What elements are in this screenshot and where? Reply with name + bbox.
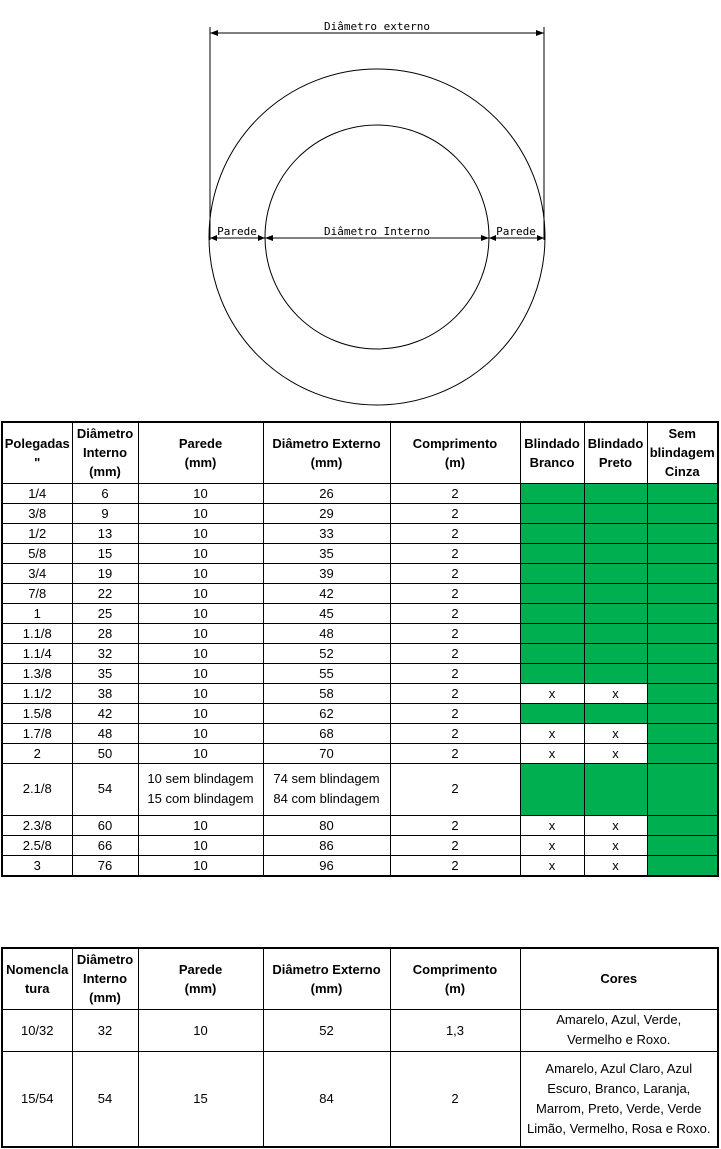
- availability-preto: x: [584, 723, 647, 743]
- cell-di: 50: [72, 743, 138, 763]
- cell-di: 19: [72, 563, 138, 583]
- cell-de: 86: [263, 835, 390, 855]
- cell-pol: 1/2: [2, 523, 72, 543]
- cell-pol: 1/4: [2, 483, 72, 503]
- cell-di: 13: [72, 523, 138, 543]
- wall-right-label: Parede: [496, 225, 536, 238]
- availability-branco: x: [520, 855, 584, 876]
- cell-parede: 10: [138, 483, 263, 503]
- cell-de: 80: [263, 815, 390, 835]
- availability-preto: [584, 663, 647, 683]
- header-cell: Polegadas ": [2, 422, 72, 483]
- cell-de: 26: [263, 483, 390, 503]
- cell-parede: 10: [138, 683, 263, 703]
- availability-cinza: [647, 663, 718, 683]
- availability-cinza: [647, 603, 718, 623]
- header-cell: Diâmetro Externo (mm): [263, 422, 390, 483]
- cell-di: 28: [72, 623, 138, 643]
- cell-comp: 2: [390, 603, 520, 623]
- cell-pol: 3/4: [2, 563, 72, 583]
- header-cell: Sem blindagem Cinza: [647, 422, 718, 483]
- cell-de: 52: [263, 643, 390, 663]
- table-row: [2, 523, 718, 543]
- cell-di: 60: [72, 815, 138, 835]
- table-row: [2, 703, 718, 723]
- arrow-wall-right-end-icon: [537, 235, 544, 241]
- cell-pol: 1.1/2: [2, 683, 72, 703]
- cell-di: 48: [72, 723, 138, 743]
- cell-di: 15: [72, 543, 138, 563]
- cell-de: 58: [263, 683, 390, 703]
- arrow-wall-right-start-icon: [489, 235, 496, 241]
- table-row: [2, 815, 718, 835]
- cell-parede: 10: [138, 723, 263, 743]
- cell-comp: 2: [390, 855, 520, 876]
- cell-comp: 2: [390, 743, 520, 763]
- availability-branco: [520, 503, 584, 523]
- availability-preto: x: [584, 835, 647, 855]
- availability-branco: [520, 763, 584, 815]
- cell-pol: 1.3/8: [2, 663, 72, 683]
- cell-pol: 1.1/4: [2, 643, 72, 663]
- header-cell: Comprimento (m): [390, 948, 520, 1009]
- availability-preto: x: [584, 683, 647, 703]
- table-header-row: [2, 422, 718, 483]
- cell-parede: 10: [138, 503, 263, 523]
- cell-de: 45: [263, 603, 390, 623]
- cell-di: 38: [72, 683, 138, 703]
- tube-cross-section-diagram: [0, 0, 721, 420]
- availability-preto: [584, 523, 647, 543]
- availability-preto: [584, 483, 647, 503]
- availability-cinza: [647, 643, 718, 663]
- cell-pol: 2.1/8: [2, 763, 72, 815]
- availability-preto: [584, 583, 647, 603]
- availability-preto: [584, 503, 647, 523]
- cell-comp: 2: [390, 543, 520, 563]
- table-row: [2, 583, 718, 603]
- availability-cinza: [647, 855, 718, 876]
- table-row: [2, 623, 718, 643]
- availability-branco: [520, 643, 584, 663]
- header-cell: Blindado Branco: [520, 422, 584, 483]
- cell-pol: 5/8: [2, 543, 72, 563]
- availability-cinza: [647, 815, 718, 835]
- availability-cinza: [647, 623, 718, 643]
- cell-de: 74 sem blindagem 84 com blindagem: [263, 763, 390, 815]
- header-cell: Diâmetro Interno (mm): [72, 948, 138, 1009]
- cell-comp: 2: [390, 583, 520, 603]
- table-row: [2, 763, 718, 815]
- availability-preto: [584, 543, 647, 563]
- cell-pol: 2.3/8: [2, 815, 72, 835]
- cell-de: 55: [263, 663, 390, 683]
- cell-de: 62: [263, 703, 390, 723]
- availability-branco: [520, 543, 584, 563]
- cell-comp: 2: [390, 683, 520, 703]
- cell-di: 25: [72, 603, 138, 623]
- table-row: [2, 683, 718, 703]
- cell-pol: 2: [2, 743, 72, 763]
- cell-de: 70: [263, 743, 390, 763]
- cell-de: 52: [263, 1009, 390, 1051]
- cell-parede: 10 sem blindagem 15 com blindagem: [138, 763, 263, 815]
- availability-preto: [584, 643, 647, 663]
- cell-pol: 1.1/8: [2, 623, 72, 643]
- cell-di: 22: [72, 583, 138, 603]
- cell-di: 54: [72, 763, 138, 815]
- inner-diameter-label: Diâmetro Interno: [324, 225, 430, 238]
- cell-de: 39: [263, 563, 390, 583]
- table-row: [2, 1009, 718, 1051]
- availability-branco: [520, 663, 584, 683]
- arrow-right-icon: [536, 30, 544, 36]
- cell-nom: 10/32: [2, 1009, 72, 1051]
- cell-comp: 2: [390, 563, 520, 583]
- table-row: [2, 1051, 718, 1147]
- cell-comp: 2: [390, 643, 520, 663]
- cell-comp: 2: [390, 523, 520, 543]
- cell-pol: 1.7/8: [2, 723, 72, 743]
- arrow-left-icon: [210, 30, 218, 36]
- cell-comp: 2: [390, 503, 520, 523]
- cell-cores: Amarelo, Azul, Verde, Vermelho e Roxo.: [520, 1009, 718, 1051]
- cell-parede: 10: [138, 855, 263, 876]
- availability-preto: x: [584, 855, 647, 876]
- header-cell: Nomencla tura: [2, 948, 72, 1009]
- cell-parede: 10: [138, 1009, 263, 1051]
- cell-parede: 10: [138, 523, 263, 543]
- wall-left-label: Parede: [217, 225, 257, 238]
- cell-comp: 2: [390, 835, 520, 855]
- cell-pol: 1: [2, 603, 72, 623]
- table-row: [2, 663, 718, 683]
- availability-cinza: [647, 563, 718, 583]
- cell-pol: 2.5/8: [2, 835, 72, 855]
- cell-de: 35: [263, 543, 390, 563]
- cell-cores: Amarelo, Azul Claro, Azul Escuro, Branco, Laranja, Marrom, Preto, Verde, Verde Limão, Vermelho, Rosa e Roxo.: [520, 1051, 718, 1147]
- table-row: [2, 855, 718, 876]
- availability-branco: [520, 523, 584, 543]
- cell-pol: 3: [2, 855, 72, 876]
- availability-cinza: [647, 835, 718, 855]
- cell-comp: 2: [390, 663, 520, 683]
- cell-comp: 1,3: [390, 1009, 520, 1051]
- cell-de: 29: [263, 503, 390, 523]
- availability-branco: [520, 703, 584, 723]
- cell-di: 32: [72, 1009, 138, 1051]
- availability-branco: x: [520, 835, 584, 855]
- arrow-inner-right-icon: [481, 235, 489, 241]
- cell-pol: 7/8: [2, 583, 72, 603]
- cell-di: 42: [72, 703, 138, 723]
- cell-di: 54: [72, 1051, 138, 1147]
- cell-nom: 15/54: [2, 1051, 72, 1147]
- hose-sizes-table: [1, 421, 719, 877]
- cell-parede: 10: [138, 543, 263, 563]
- cell-pol: 3/8: [2, 503, 72, 523]
- availability-branco: x: [520, 815, 584, 835]
- arrow-wall-left-end-icon: [258, 235, 265, 241]
- arrow-wall-left-start-icon: [210, 235, 217, 241]
- outer-diameter-label: Diâmetro externo: [324, 20, 430, 33]
- availability-preto: [584, 603, 647, 623]
- availability-branco: x: [520, 743, 584, 763]
- table-header-row: [2, 948, 718, 1009]
- availability-preto: [584, 763, 647, 815]
- availability-branco: [520, 563, 584, 583]
- availability-cinza: [647, 523, 718, 543]
- table-row: [2, 643, 718, 663]
- cell-comp: 2: [390, 483, 520, 503]
- availability-cinza: [647, 583, 718, 603]
- availability-branco: x: [520, 683, 584, 703]
- cell-comp: 2: [390, 1051, 520, 1147]
- availability-branco: [520, 483, 584, 503]
- table-row: [2, 563, 718, 583]
- cell-parede: 10: [138, 703, 263, 723]
- cell-comp: 2: [390, 763, 520, 815]
- table-row: [2, 503, 718, 523]
- cell-di: 76: [72, 855, 138, 876]
- nomenclature-table: [1, 947, 719, 1148]
- availability-cinza: [647, 763, 718, 815]
- header-cell: Diâmetro Externo (mm): [263, 948, 390, 1009]
- cell-de: 33: [263, 523, 390, 543]
- cell-di: 66: [72, 835, 138, 855]
- cell-comp: 2: [390, 703, 520, 723]
- cell-de: 68: [263, 723, 390, 743]
- cell-parede: 10: [138, 563, 263, 583]
- cell-di: 9: [72, 503, 138, 523]
- cell-pol: 1.5/8: [2, 703, 72, 723]
- cell-de: 84: [263, 1051, 390, 1147]
- cell-parede: 10: [138, 815, 263, 835]
- availability-branco: x: [520, 723, 584, 743]
- table-row: [2, 603, 718, 623]
- availability-cinza: [647, 703, 718, 723]
- header-cell: Parede (mm): [138, 948, 263, 1009]
- cell-parede: 10: [138, 583, 263, 603]
- table-row: [2, 483, 718, 503]
- cell-parede: 10: [138, 643, 263, 663]
- availability-cinza: [647, 743, 718, 763]
- availability-cinza: [647, 543, 718, 563]
- header-cell: Blindado Preto: [584, 422, 647, 483]
- availability-preto: [584, 623, 647, 643]
- cell-comp: 2: [390, 723, 520, 743]
- header-cell: Cores: [520, 948, 718, 1009]
- availability-preto: [584, 563, 647, 583]
- table-row: [2, 723, 718, 743]
- availability-cinza: [647, 483, 718, 503]
- availability-preto: [584, 703, 647, 723]
- cell-de: 48: [263, 623, 390, 643]
- cell-de: 42: [263, 583, 390, 603]
- cell-comp: 2: [390, 815, 520, 835]
- cell-parede: 10: [138, 743, 263, 763]
- table-row: [2, 543, 718, 563]
- arrow-inner-left-icon: [265, 235, 273, 241]
- availability-cinza: [647, 503, 718, 523]
- cell-parede: 10: [138, 603, 263, 623]
- availability-cinza: [647, 723, 718, 743]
- table-row: [2, 743, 718, 763]
- availability-cinza: [647, 683, 718, 703]
- availability-preto: x: [584, 743, 647, 763]
- cell-di: 35: [72, 663, 138, 683]
- cell-di: 6: [72, 483, 138, 503]
- availability-branco: [520, 583, 584, 603]
- cell-parede: 10: [138, 663, 263, 683]
- availability-preto: x: [584, 815, 647, 835]
- availability-branco: [520, 603, 584, 623]
- cell-parede: 15: [138, 1051, 263, 1147]
- header-cell: Comprimento (m): [390, 422, 520, 483]
- cell-de: 96: [263, 855, 390, 876]
- cell-di: 32: [72, 643, 138, 663]
- cell-parede: 10: [138, 623, 263, 643]
- cell-comp: 2: [390, 623, 520, 643]
- header-cell: Diâmetro Interno (mm): [72, 422, 138, 483]
- header-cell: Parede (mm): [138, 422, 263, 483]
- availability-branco: [520, 623, 584, 643]
- cell-parede: 10: [138, 835, 263, 855]
- table-row: [2, 835, 718, 855]
